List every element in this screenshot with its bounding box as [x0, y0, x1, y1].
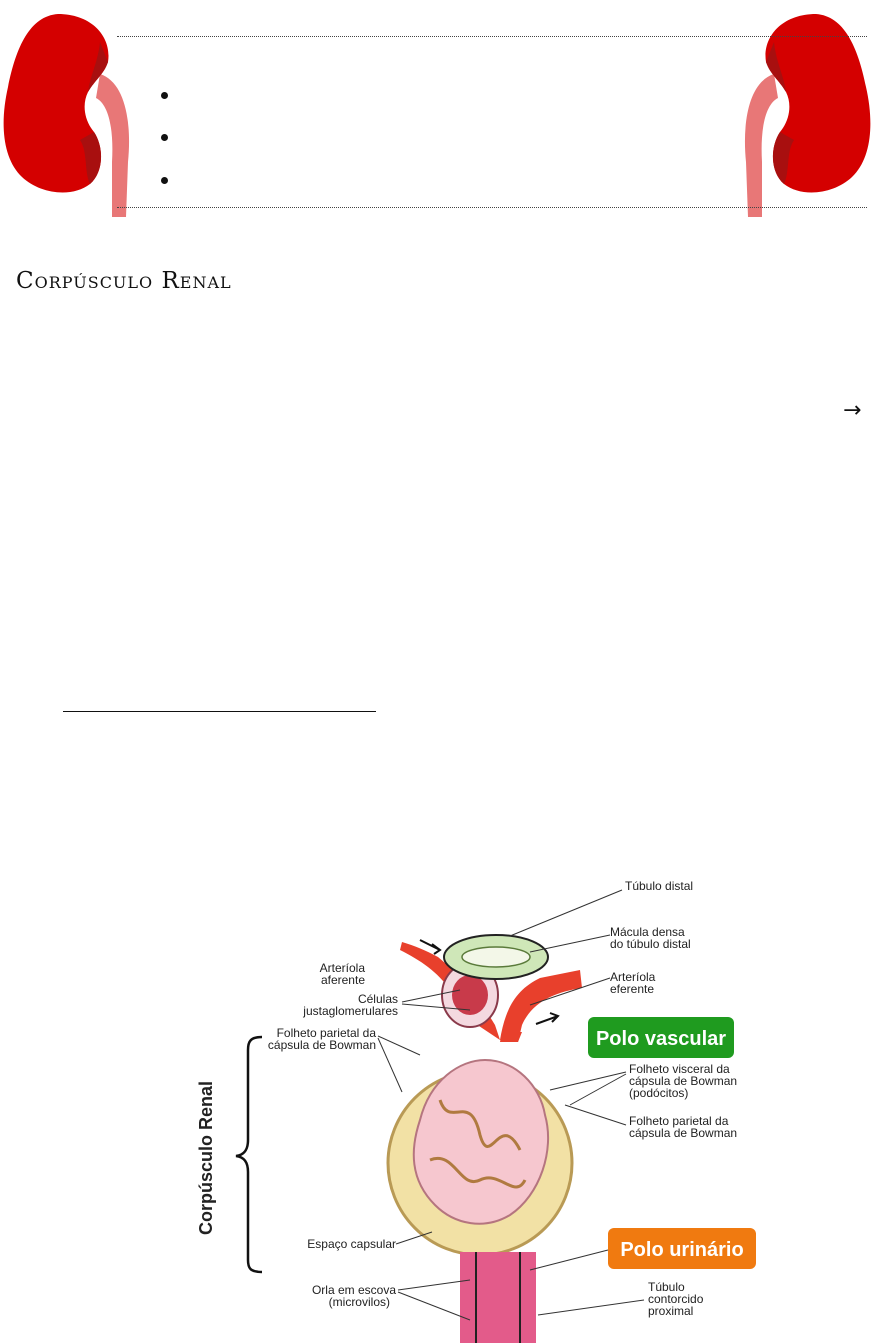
label-orla: Orla em escova [311, 1283, 396, 1297]
efferent-arteriole [500, 970, 582, 1042]
label-arteriola-eferente: eferente [610, 982, 655, 996]
label-orla: (microvilos) [328, 1295, 390, 1309]
header-bullet [161, 177, 168, 184]
label-tubulo-distal: Túbulo distal [625, 879, 694, 893]
label-arteriola-eferente: Arteríola [610, 970, 656, 984]
label-tubulo-contorcido: Túbulo [648, 1280, 685, 1294]
header-rule-bottom [117, 207, 867, 208]
label-espaco-capsular: Espaço capsular [307, 1237, 396, 1251]
label-folheto-parietal: cápsula de Bowman [267, 1038, 376, 1052]
label-arteriola-aferente: Arteríola [319, 961, 365, 975]
label-folheto-visceral: cápsula de Bowman [629, 1074, 738, 1088]
kidney-left-icon [0, 12, 150, 222]
header-bullet [161, 92, 168, 99]
label-folheto-visceral: Folheto visceral da [629, 1062, 730, 1076]
arrow-out-icon [536, 1013, 558, 1024]
vascular-pole-stalk [500, 1032, 522, 1042]
label-folheto-parietal: Folheto parietal da [276, 1026, 376, 1040]
underline-rule [63, 711, 376, 712]
proximal-tubule [460, 1252, 536, 1343]
header-bullet [161, 134, 168, 141]
kidney-right-icon [724, 12, 874, 222]
label-folheto-parietal-b: Folheto parietal da [629, 1114, 729, 1128]
header-rule-top [117, 36, 867, 37]
label-folheto-parietal-b: cápsula de Bowman [629, 1126, 738, 1140]
label-folheto-visceral: (podócitos) [629, 1086, 689, 1100]
label-arteriola-aferente: aferente [320, 973, 365, 987]
label-macula-densa: Mácula densa [610, 925, 685, 939]
label-celulas: Células [357, 992, 398, 1006]
label-corpusculo-renal: Corpúsculo Renal [196, 1080, 216, 1235]
section-heading: Corpúsculo Renal [16, 268, 232, 294]
label-tubulo-contorcido: contorcido [648, 1292, 704, 1306]
arrow-glyph: → [843, 398, 862, 423]
label-celulas: justaglomerulares [303, 1004, 398, 1018]
corpuscle-bracket [236, 1037, 262, 1272]
renal-corpuscle-figure [170, 860, 770, 1343]
badge-polo-urinario-text: Polo urinário [620, 1239, 744, 1261]
label-tubulo-contorcido: proximal [648, 1304, 694, 1318]
badge-polo-vascular-text: Polo vascular [595, 1028, 727, 1050]
label-macula-densa: do túbulo distal [610, 937, 691, 951]
